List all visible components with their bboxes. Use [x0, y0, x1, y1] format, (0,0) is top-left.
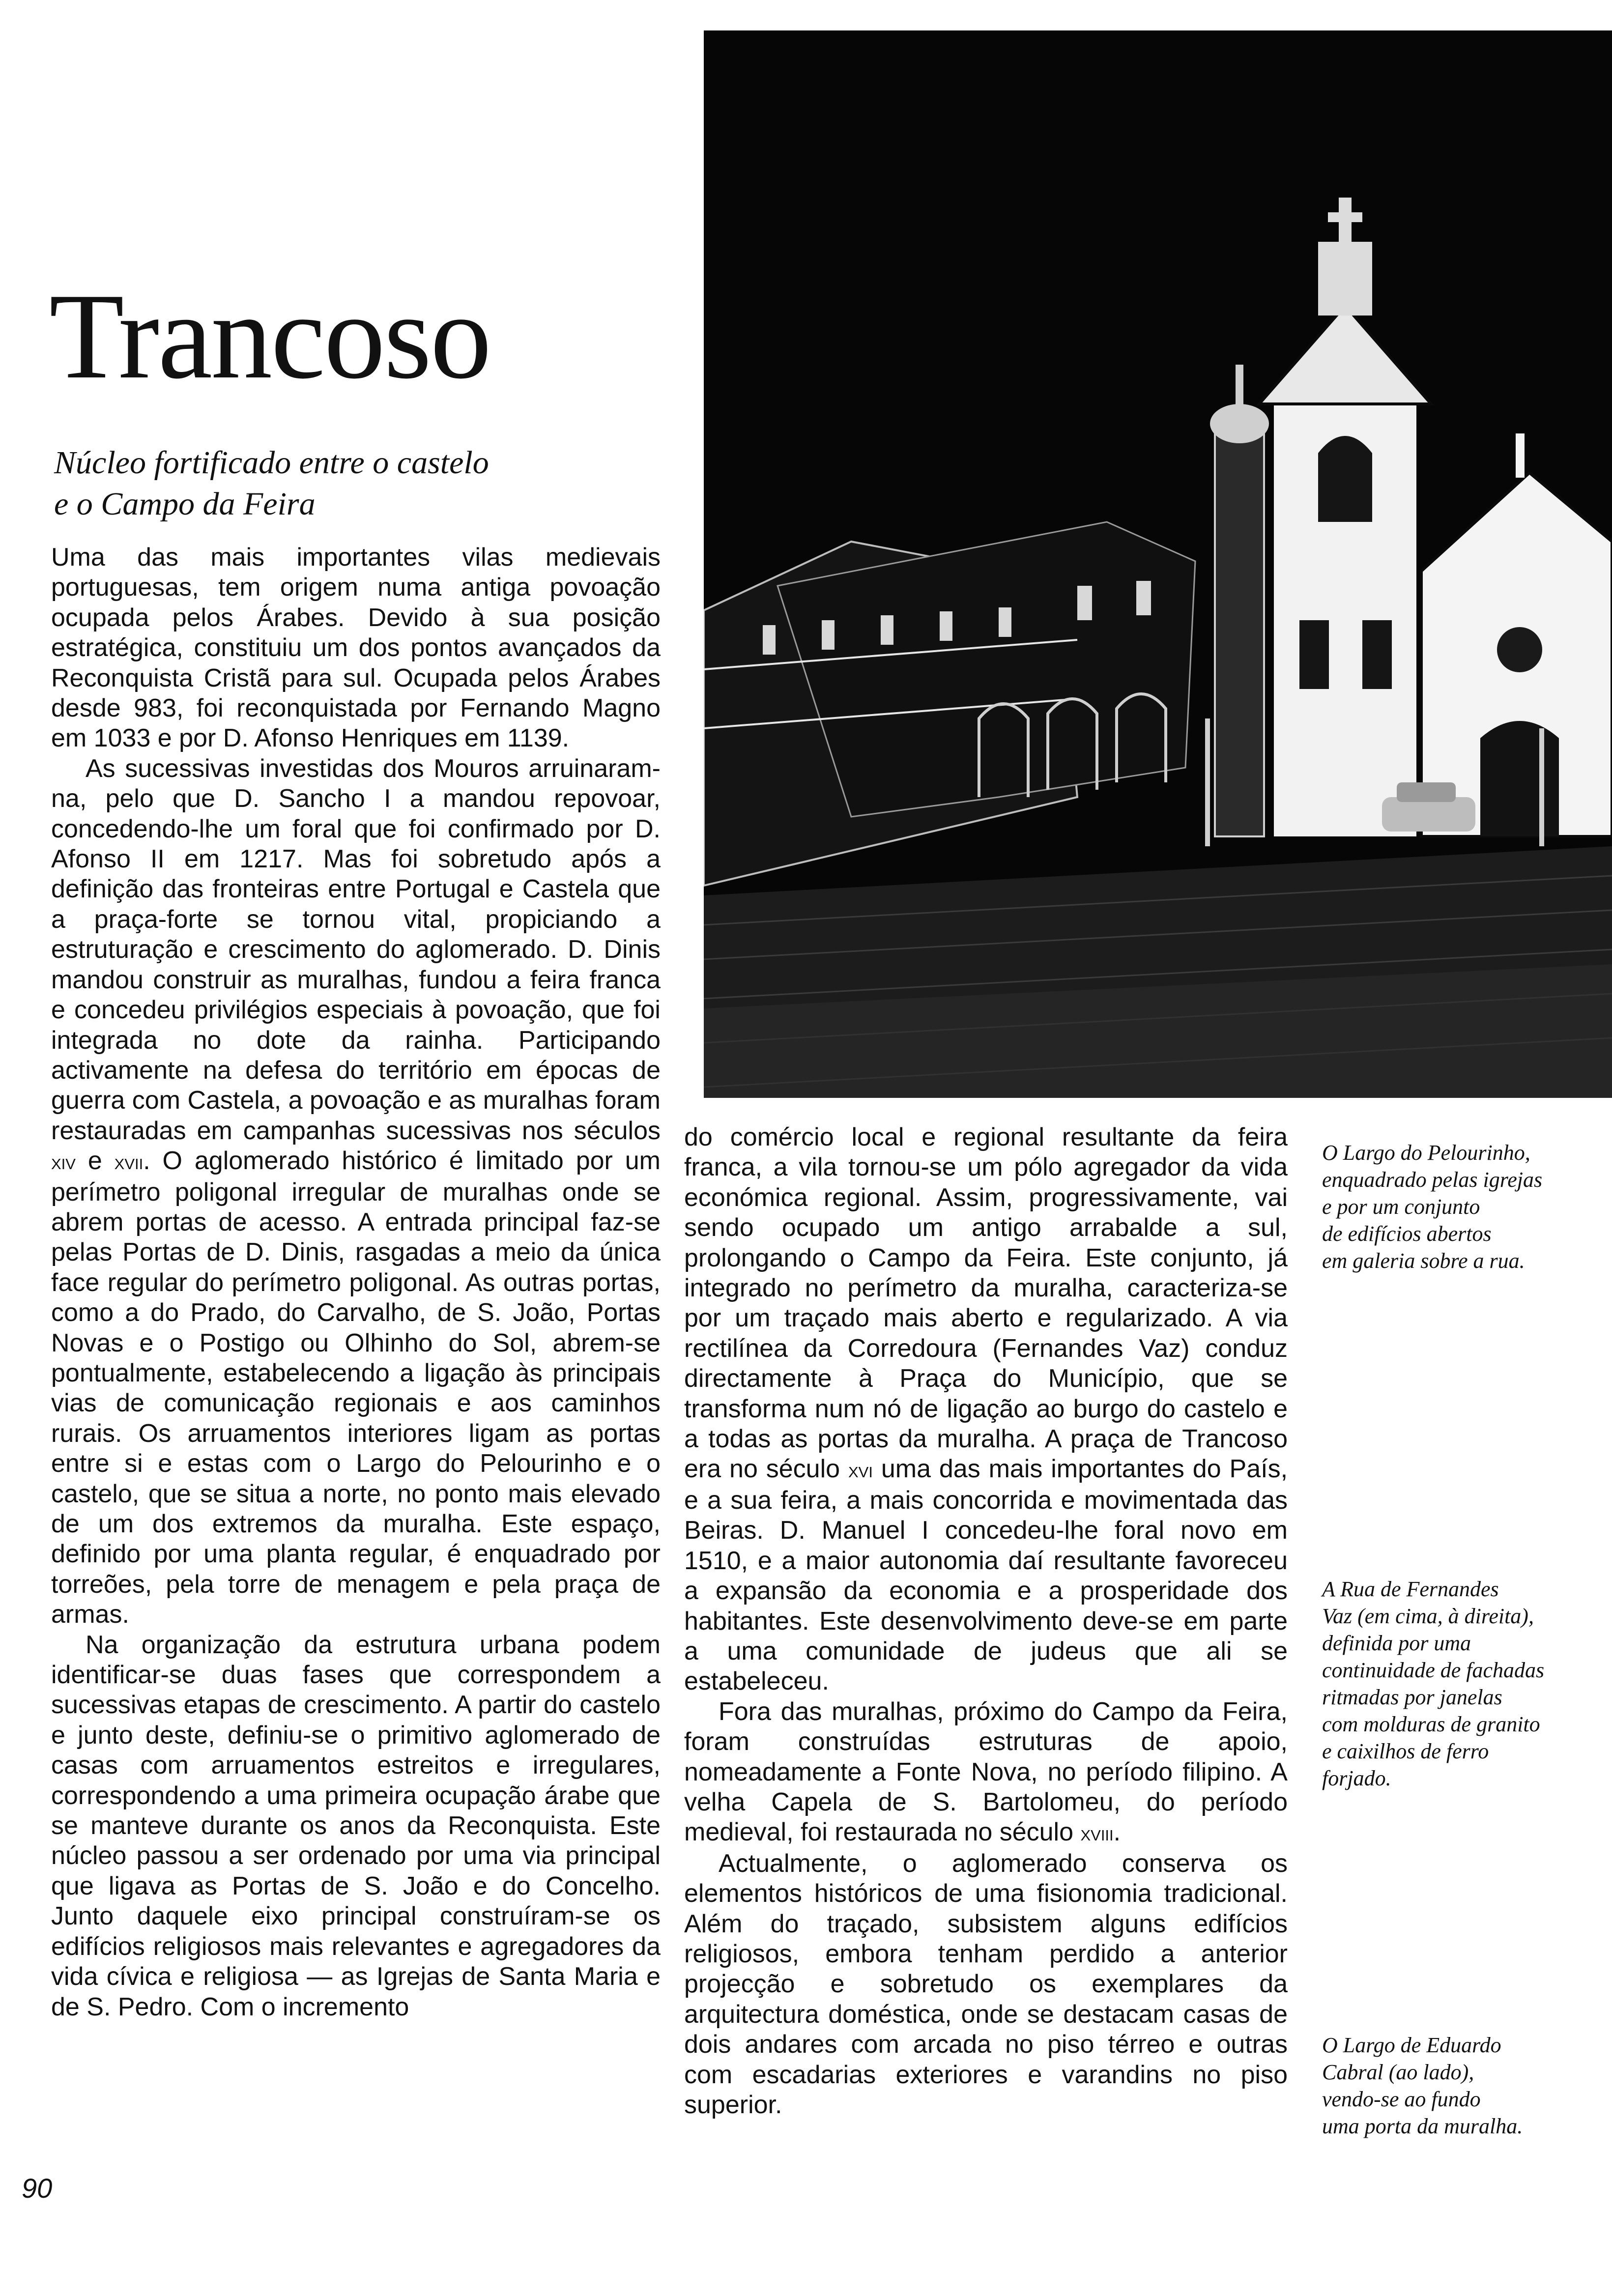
- caption-line: O Largo do Pelourinho,: [1322, 1141, 1530, 1165]
- caption-line: continuidade de fachadas: [1322, 1658, 1545, 1682]
- paragraph: Actualmente, o aglomerado conserva os elementos históricos de uma fisionomia tradicional. Além do traçado, subsistem alguns edifícios religiosos, embora tenham perdido a anterior projecção e sobretudo os exemplares da arquitectura doméstica, onde se destacam casas de dois andares com arcada no piso térreo e outras com escadarias exteriores e varandins no piso superior.: [684, 1849, 1288, 2119]
- paragraph-text: do comércio local e regional resultante da feira franca, a vila tornou-se um pólo agregador da vida económica regional. Assim, progressivamente, vai sendo ocupado um antigo arrabalde a sul, prolongando o Campo da Feira. Este conjunto, já integrado no perímetro da muralha, caracteriza-se por um traçado mais aberto e regularizado. A via rectilínea da Corredoura (Fernandes Vaz) conduz directamente à Praça do Município, que se transforma num nó de ligação ao burgo do castelo e a todas as portas da muralha. A praça de Trancoso era no século: [684, 1123, 1288, 1484]
- paragraph: Uma das mais importantes vilas medievais portuguesas, tem origem numa antiga povoação ocupada pelos Árabes. Devido à sua posição estratégica, constituiu um dos pontos avançados da Reconquista Cristã para sul. Ocupada pelos Árabes desde 983, foi reconquistada por Fernando Magno em 1033 e por D. Afonso Henriques em 1139.: [51, 543, 661, 753]
- caption-line: Vaz (em cima, à direita),: [1322, 1604, 1534, 1628]
- article-title: Trancoso: [49, 268, 490, 404]
- left-text-column: [51, 543, 661, 2022]
- paragraph-text: Fora das muralhas, próximo do Campo da Feira, foram construídas estruturas de apoio, nomeadamente a Fonte Nova, no período filipino. A velha Capela de S. Bartolomeu, do período medieval, foi restaurada no século: [684, 1697, 1288, 1847]
- caption-line: e por um conjunto: [1322, 1195, 1480, 1219]
- subtitle-line-2: e o Campo da Feira: [54, 486, 316, 522]
- caption-line: ritmadas por janelas: [1322, 1685, 1502, 1709]
- town-square-photo: [704, 30, 1612, 1098]
- century-numeral: xvii: [114, 1150, 144, 1175]
- page-number: 90: [22, 2173, 53, 2204]
- subtitle-line-1: Núcleo fortificado entre o castelo: [54, 445, 489, 481]
- photo-illustration: [704, 30, 1612, 1098]
- caption-line: vendo-se ao fundo: [1322, 2087, 1481, 2111]
- article-subtitle: [54, 442, 595, 525]
- photo-caption-2: [1322, 1576, 1578, 1792]
- caption-line: uma porta da muralha.: [1322, 2114, 1523, 2138]
- paragraph: [51, 754, 661, 1630]
- photo-caption-1: [1322, 1139, 1578, 1274]
- century-numeral: xiv: [51, 1150, 76, 1175]
- middle-text-column: [684, 1122, 1288, 2120]
- paragraph: [684, 1122, 1288, 1697]
- caption-line: definida por uma: [1322, 1631, 1471, 1655]
- caption-line: forjado.: [1322, 1766, 1391, 1790]
- paragraph-text: uma das mais importantes do País, e a sua feira, a mais concorrida e movimentada das Beiras. D. Manuel I concedeu-lhe foral novo em 1510, e a maior autonomia daí resultante favoreceu a expansão da economia e a prosperidade dos habitantes. Este desenvolvimento deve-se em parte a uma comunidade de judeus que ali se estabeleceu.: [684, 1455, 1288, 1696]
- paragraph-text: As sucessivas investidas dos Mouros arruinaram-na, pelo que D. Sancho I a mandou repovoar, concedendo-lhe um foral que foi confirmado por D. Afonso II em 1217. Mas foi sobretudo após a definição das fronteiras entre Portugal e Castela que a praça-forte se tornou vital, propiciando a estruturação e crescimento do aglomerado. D. Dinis mandou construir as muralhas, fundou a feira franca e concedeu privilégios especiais à povoação, que foi integrada no dote da rainha. Participando activamente na defesa do território em épocas de guerra com Castela, a povoação e as muralhas foram restauradas em campanhas sucessivas nos séculos: [51, 754, 661, 1145]
- caption-line: enquadrado pelas igrejas: [1322, 1168, 1543, 1192]
- caption-line: Cabral (ao lado),: [1322, 2060, 1474, 2084]
- caption-line: e caixilhos de ferro: [1322, 1739, 1489, 1763]
- photo-caption-3: [1322, 2032, 1578, 2140]
- paragraph-text: . O aglomerado histórico é limitado por um perímetro poligonal irregular de muralhas onde se abrem portas de acesso. A entrada principal faz-se pelas Portas de D. Dinis, rasgadas a meio da única face regular do perímetro poligonal. As outras portas, como a do Prado, do Carvalho, de S. João, Portas Novas e o Postigo ou Olhinho do Sol, abrem-se pontualmente, estabelecendo a ligação às principais vias de comunicação regionais e aos caminhos rurais. Os arruamentos interiores ligam as portas entre si e estas com o Largo do Pelourinho e o castelo, que se situa a norte, no ponto mais elevado de um dos extremos da muralha. Este espaço, definido por uma planta regular, é enquadrado por torreões, pela torre de menagem e pela praça de armas.: [51, 1147, 661, 1629]
- paragraph-text: .: [1113, 1818, 1121, 1847]
- caption-line: O Largo de Eduardo: [1322, 2033, 1501, 2057]
- paragraph: [684, 1697, 1288, 1849]
- caption-line: em galeria sobre a rua.: [1322, 1249, 1525, 1273]
- caption-line: de edifícios abertos: [1322, 1222, 1492, 1246]
- paragraph-text: e: [87, 1147, 102, 1176]
- caption-line: com molduras de granito: [1322, 1712, 1540, 1736]
- paragraph: Na organização da estrutura urbana podem identificar-se duas fases que correspondem a sucessivas etapas de crescimento. A partir do castelo e junto deste, definiu-se o primitivo aglomerado de casas com arruamentos estreitos e irregulares, correspondendo a uma primeira ocupação árabe que se manteve durante os anos da Reconquista. Este núcleo passou a ser ordenado por uma via principal que ligava as Portas de S. João e do Concelho. Junto daquele eixo principal construíram-se os edifícios religiosos mais relevantes e agregadores da vida cívica e religiosa — as Igrejas de Santa Maria e de S. Pedro. Com o incremento: [51, 1630, 661, 2021]
- caption-line: A Rua de Fernandes: [1322, 1577, 1499, 1601]
- century-numeral: xviii: [1080, 1821, 1114, 1846]
- century-numeral: xvi: [848, 1458, 873, 1483]
